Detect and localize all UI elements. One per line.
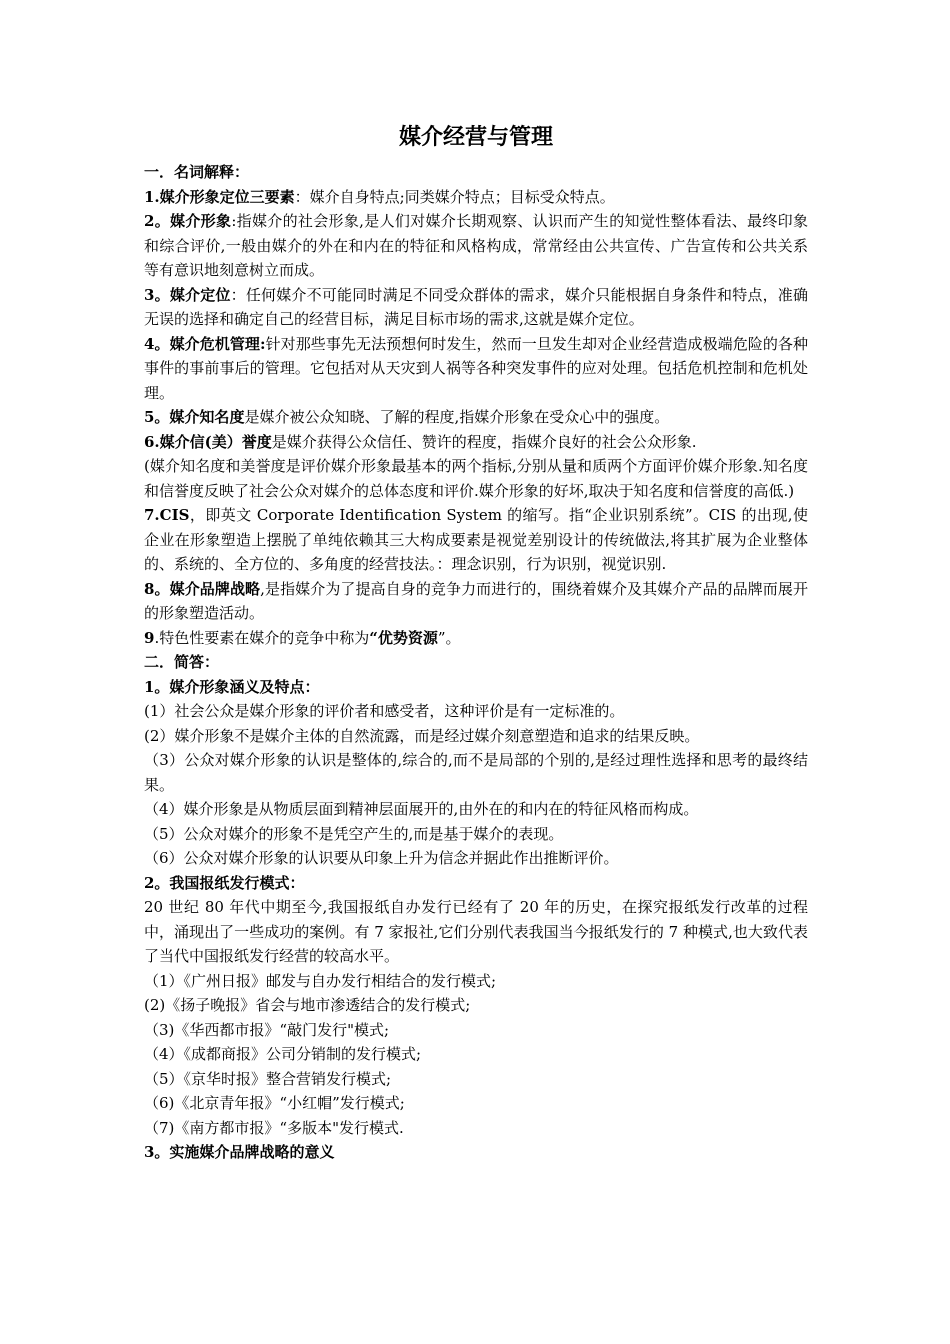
definition-text: 是媒介被公众知晓、了解的程度,指媒介形象在受众心中的强度。 bbox=[244, 408, 670, 426]
answer-line: （5）《京华时报》整合营销发行模式; bbox=[144, 1069, 392, 1088]
document-title: 媒介经营与管理 bbox=[398, 124, 553, 150]
question-title: 1。媒介形象涵义及特点： bbox=[144, 677, 320, 696]
definition-item bbox=[144, 626, 808, 651]
answer-line: （4）媒介形象是从物质层面到精神层面展开的,由外在的和内在的特征风格而构成。 bbox=[144, 800, 699, 818]
definition-term: 5。媒介知名度 bbox=[144, 408, 245, 426]
definition-term: 3。媒介定位 bbox=[144, 285, 231, 304]
definition-emphasis: “优势资源 bbox=[369, 628, 438, 647]
answer-line: (1）社会公众是媒介形象的评价者和感受者，这种评价是有一定标准的。 bbox=[144, 702, 625, 720]
definition-item bbox=[144, 430, 808, 455]
definition-term: 4。媒介危机管理: bbox=[144, 334, 266, 353]
answer-line: （7)《南方都市报》“多版本"发行模式. bbox=[144, 1118, 404, 1137]
section-heading-definitions: 一．名词解释： bbox=[144, 163, 250, 181]
answer-line: （6)《北京青年报》“小红帽”发行模式; bbox=[144, 1094, 405, 1112]
definition-text: :指媒介的社会形象,是人们对媒介长期观察、认识而产生的知觉性整体看法、最终印象和综合评价,一般由媒介的外在和内在的特征和风格构成，常常经由公共宣传、广告宣传和公共关系等有意识地刻意树立而成。 bbox=[144, 212, 808, 279]
definition-item bbox=[144, 283, 808, 332]
definition-term: 8。媒介品牌战略 bbox=[144, 579, 261, 598]
definition-text: ：任何媒介不可能同时满足不同受众群体的需求，媒介只能根据自身条件和特点，准确无误的选择和确定自己的经营目标，满足目标市场的需求,这就是媒介定位。 bbox=[144, 285, 808, 328]
answer-line: （1）《广州日报》邮发与自办发行相结合的发行模式; bbox=[144, 971, 497, 990]
definition-text-end: ”。 bbox=[437, 628, 461, 647]
definition-term: 9 bbox=[144, 628, 155, 647]
answer-intro: 20 世纪 80 年代中期至今,我国报纸自办发行已经有了 20 年的历史，在探究报纸发行改革的过程中，涌现出了一些成功的案例。有 7 家报社,它们分别代表我国当今报纸发行的 7 种模式,也大致代表了当代中国报纸发行经营的较高水平。 bbox=[144, 898, 808, 965]
answer-line: （3)《华西都市报》“敲门发行"模式; bbox=[144, 1020, 390, 1039]
definition-item bbox=[144, 577, 808, 626]
definition-text: ,是指媒介为了提高自身的竞争力而进行的，围绕着媒介及其媒介产品的品牌而展开的形象塑造活动。 bbox=[144, 579, 808, 622]
definition-note bbox=[144, 454, 808, 503]
answer-line: (2)《扬子晚报》省会与地市渗透结合的发行模式; bbox=[144, 996, 471, 1014]
definition-item bbox=[144, 332, 808, 406]
question-title: 2。我国报纸发行模式： bbox=[144, 873, 305, 892]
answer-line: (2）媒介形象不是媒介主体的自然流露，而是经过媒介刻意塑造和追求的结果反映。 bbox=[144, 726, 700, 745]
definition-term: 7.CIS bbox=[144, 506, 190, 524]
definition-text: (媒介知名度和美誉度是评价媒介形象最基本的两个指标,分别从量和质两个方面评价媒介形象.知名度和信誉度反映了社会公众对媒介的总体态度和评价.媒介形象的好坏,取决于知名度和信誉度的高低.) bbox=[144, 457, 808, 500]
definition-text: 是媒介获得公众信任、赞许的程度，指媒介良好的社会公众形象. bbox=[271, 432, 697, 451]
definition-item bbox=[144, 185, 808, 210]
definition-text: ：媒介自身特点;同类媒介特点；目标受众特点。 bbox=[294, 187, 615, 206]
definition-item bbox=[144, 503, 808, 577]
answer-line: （4）《成都商报》公司分销制的发行模式; bbox=[144, 1045, 422, 1063]
answer-line: （3）公众对媒介形象的认识是整体的,综合的,而不是局部的个别的,是经过理性选择和思考的最终结果。 bbox=[144, 751, 808, 794]
question-title: 3。实施媒介品牌战略的意义 bbox=[144, 1143, 335, 1161]
definition-term: 6.媒介信(美）誉度 bbox=[144, 432, 272, 451]
definition-text: .特色性要素在媒介的竞争中称为 bbox=[154, 628, 370, 647]
answer-line: （5）公众对媒介的形象不是凭空产生的,而是基于媒介的表现。 bbox=[144, 824, 564, 843]
definition-item bbox=[144, 405, 808, 430]
definition-term: 2。媒介形象 bbox=[144, 212, 232, 230]
section-heading-short-answers: 二．简答： bbox=[144, 653, 220, 671]
definition-item bbox=[144, 209, 808, 283]
document-content bbox=[144, 122, 808, 1165]
answer-line: （6）公众对媒介形象的认识要从印象上升为信念并据此作出推断评价。 bbox=[144, 849, 619, 867]
definition-text: 针对那些事先无法预想何时发生，然而一旦发生却对企业经营造成极端危险的各种事件的事前事后的管理。它包括对从天灾到人祸等各种突发事件的应对处理。包括危机控制和危机处理。 bbox=[144, 334, 808, 402]
definition-term: 1.媒介形象定位三要素 bbox=[144, 187, 295, 206]
definition-text: ，即英文 Corporate Identification System 的缩写。指“企业识别系统”。CIS 的出现,使企业在形象塑造上摆脱了单纯依赖其三大构成要素是视觉差别设计的传统做法,将其扩展为企业整体的、系统的、全方位的、多角度的经营技法。：理念识别，行为识别，视觉识别. bbox=[144, 506, 808, 573]
